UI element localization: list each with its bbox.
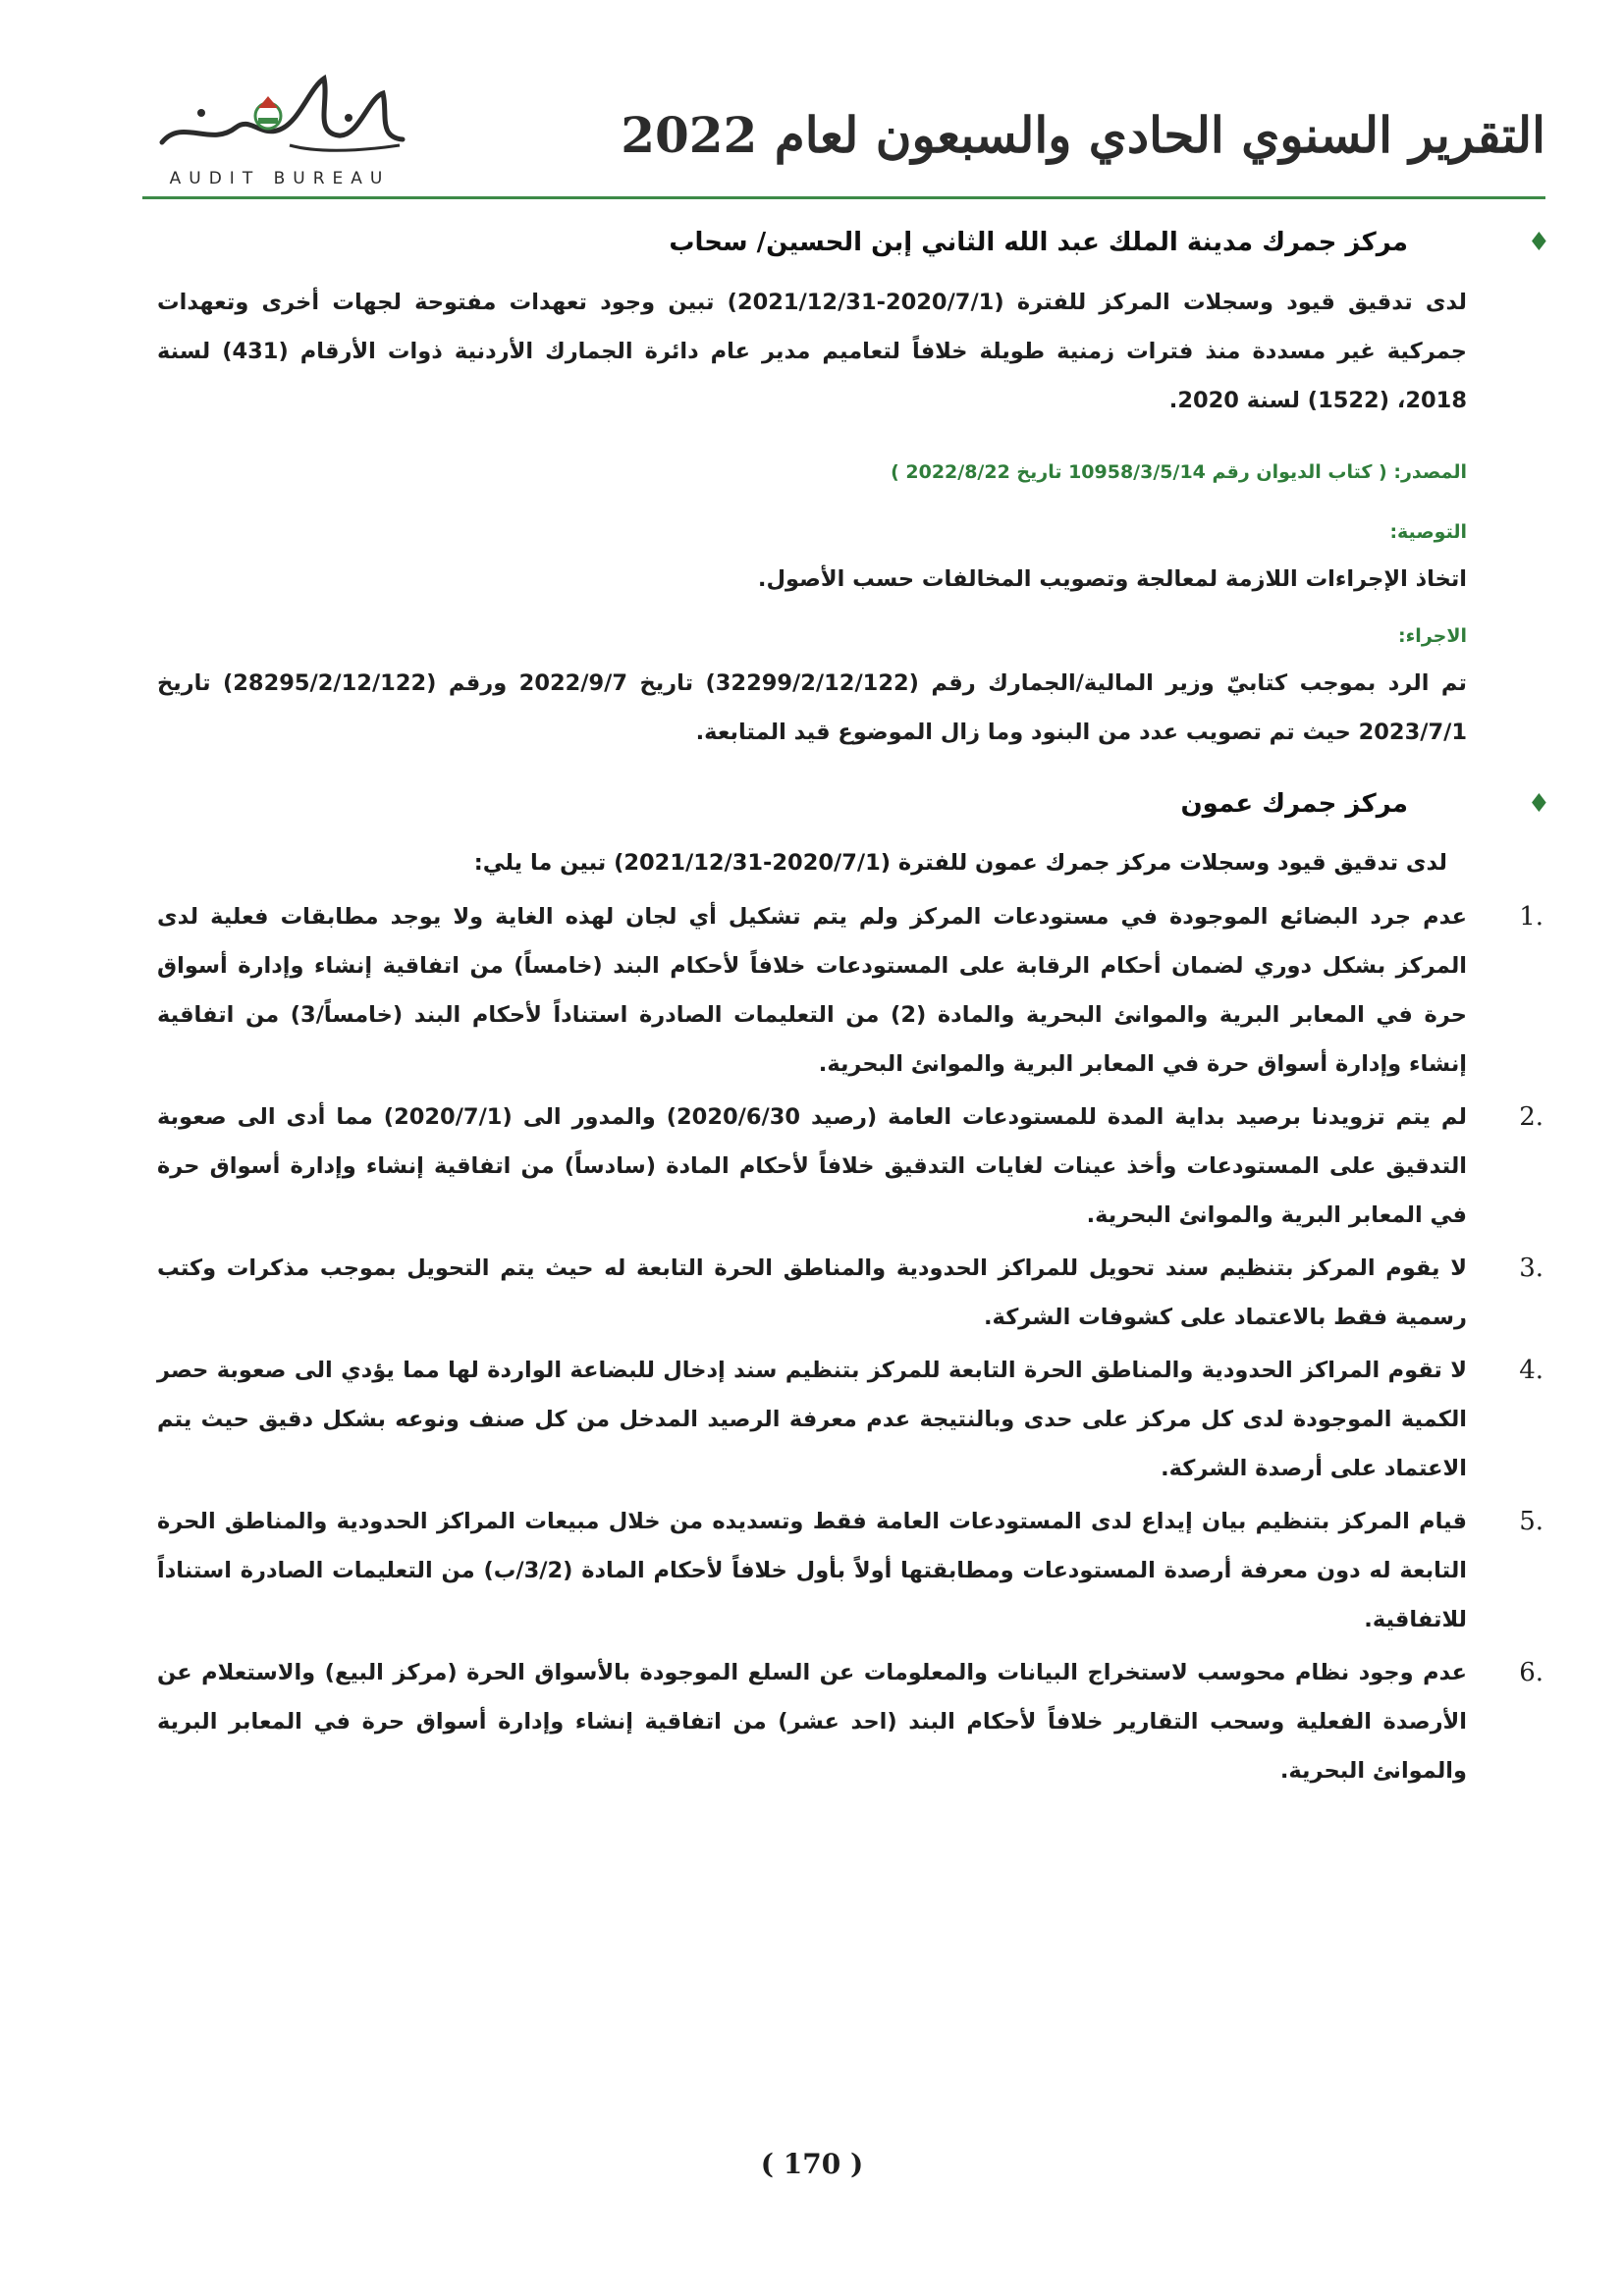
source-reference [157,454,1467,490]
recommendation-label: التوصية: [1389,521,1467,543]
list-item [157,1648,1543,1795]
list-item [157,1497,1543,1644]
page-number: ( 170 ) [760,2148,864,2180]
logo-emblem-icon [142,59,417,167]
item-text: لا تقوم المراكز الحدودية والمناطق الحرة التابعة للمركز بتنظيم سند إدخال للبضاعة الواردة لها مما يؤدي الى صعوبة حصر الكمية الموجودة لدى كل مركز على حدى وبالنتيجة عدم معرفة الرصيد المدخل من كل صنف ونوعه بشكل دقيق حيث يتم الاعتماد على أرصدة الشركة. [157,1358,1467,1481]
recommendation-text: اتخاذ الإجراءات اللازمة لمعالجة وتصويب المخالفات حسب الأصول. [757,566,1467,592]
header-divider [142,196,1545,199]
item-number: 2. [1519,1102,1543,1132]
diamond-bullet-icon: ♦ [1527,789,1550,819]
item-number: 1. [1519,902,1543,932]
finding-paragraph: لدى تدقيق قيود وسجلات المركز للفترة (2020/7/1-2021/12/31) تبين وجود تعهدات مفتوحة لجهات أخرى وتعهدات جمركية غير مسددة منذ فترات زمنية طويلة خلافاً لتعاميم مدير عام دائرة الجمارك الأردنية ذوات الأرقام (431) لسنة 2018، (1522) لسنة 2020. [157,290,1467,413]
page-header [0,0,1624,216]
findings-list [157,892,1543,1795]
list-item [157,892,1543,1089]
item-number: 6. [1519,1658,1543,1687]
logo-caption: AUDIT BUREAU [169,169,391,188]
source-label: المصدر: [1393,461,1467,483]
item-text: لم يتم تزويدنا برصيد بداية المدة للمستودعات العامة (رصيد 2020/6/30) والمدور الى (2020/7/1) مما أدى الى صعوبة التدقيق على المستودعات وأخذ عينات لغايات التدقيق خلافاً لأحكام المادة (سادساً) من اتفاقية إنشاء وإدارة أسواق حرة في المعابر البرية والموانئ البحرية. [157,1104,1467,1228]
list-item [157,1244,1543,1342]
item-text: لا يقوم المركز بتنظيم سند تحويل للمراكز الحدودية والمناطق الحرة التابعة له حيث يتم التحويل بموجب مذكرات وكتب رسمية فقط بالاعتماد على كشوفات الشركة. [157,1255,1467,1330]
diamond-bullet-icon: ♦ [1527,228,1550,257]
section-heading-amoun [157,782,1550,826]
main-content [157,221,1550,1799]
list-item [157,1093,1543,1240]
action-text: تم الرد بموجب كتابيّ وزير المالية/الجمارك رقم (32299/2/12/122) تاريخ 2022/9/7 ورقم (28295/2/12/122) تاريخ 2023/7/1 حيث تم تصويب عدد من البنود وما زال الموضوع قيد المتابعة. [157,670,1467,745]
section-heading-sahab [157,221,1550,264]
list-item [157,1346,1543,1493]
item-number: 4. [1519,1356,1543,1385]
action-label: الاجراء: [1398,625,1467,647]
report-title: التقرير السنوي الحادي والسبعون لعام 2022 [621,106,1545,164]
source-text: ( كتاب الديوان رقم 10958/3/5/14 تاريخ 2022/8/22 ) [891,461,1387,483]
item-text: عدم وجود نظام محوسب لاستخراج البيانات والمعلومات عن السلع الموجودة بالأسواق الحرة (مركز البيع) والاستعلام عن الأرصدة الفعلية وسحب التقارير خلافاً لأحكام البند (احد عشر) من اتفاقية إنشاء وإدارة أسواق حرة في المعابر البرية والموانئ البحرية. [157,1660,1467,1784]
audit-bureau-logo [142,59,417,187]
item-text: قيام المركز بتنظيم بيان إيداع لدى المستودعات العامة فقط وتسديده من خلال مبيعات المراكز الحدودية والمناطق الحرة التابعة له دون معرفة أرصدة المستودعات ومطابقتها أولاً بأول خلافاً لأحكام المادة (3/2/ب) من التعليمات الصادرة استناداً للاتفاقية. [157,1509,1467,1632]
section-heading-text: مركز جمرك عمون [1180,789,1408,819]
findings-intro: لدى تدقيق قيود وسجلات مركز جمرك عمون للفترة (2020/7/1-2021/12/31) تبين ما يلي: [473,850,1447,876]
section-heading-text: مركز جمرك مدينة الملك عبد الله الثاني إبن الحسين/ سحاب [669,228,1408,257]
item-text: عدم جرد البضائع الموجودة في مستودعات المركز ولم يتم تشكيل أي لجان لهذه الغاية ولا يوجد مطابقات فعلية لدى المركز بشكل دوري لضمان أحكام الرقابة على المستودعات خلافاً لأحكام البند (خامساً) من اتفاقية إنشاء وإدارة أسواق حرة في المعابر البرية والموانئ البحرية والمادة (2) من التعليمات الصادرة استناداً لأحكام البند (خامساً/3) من اتفاقية إنشاء وإدارة أسواق حرة في المعابر البرية والموانئ البحرية. [157,904,1467,1077]
item-number: 3. [1519,1254,1543,1283]
item-number: 5. [1519,1507,1543,1536]
